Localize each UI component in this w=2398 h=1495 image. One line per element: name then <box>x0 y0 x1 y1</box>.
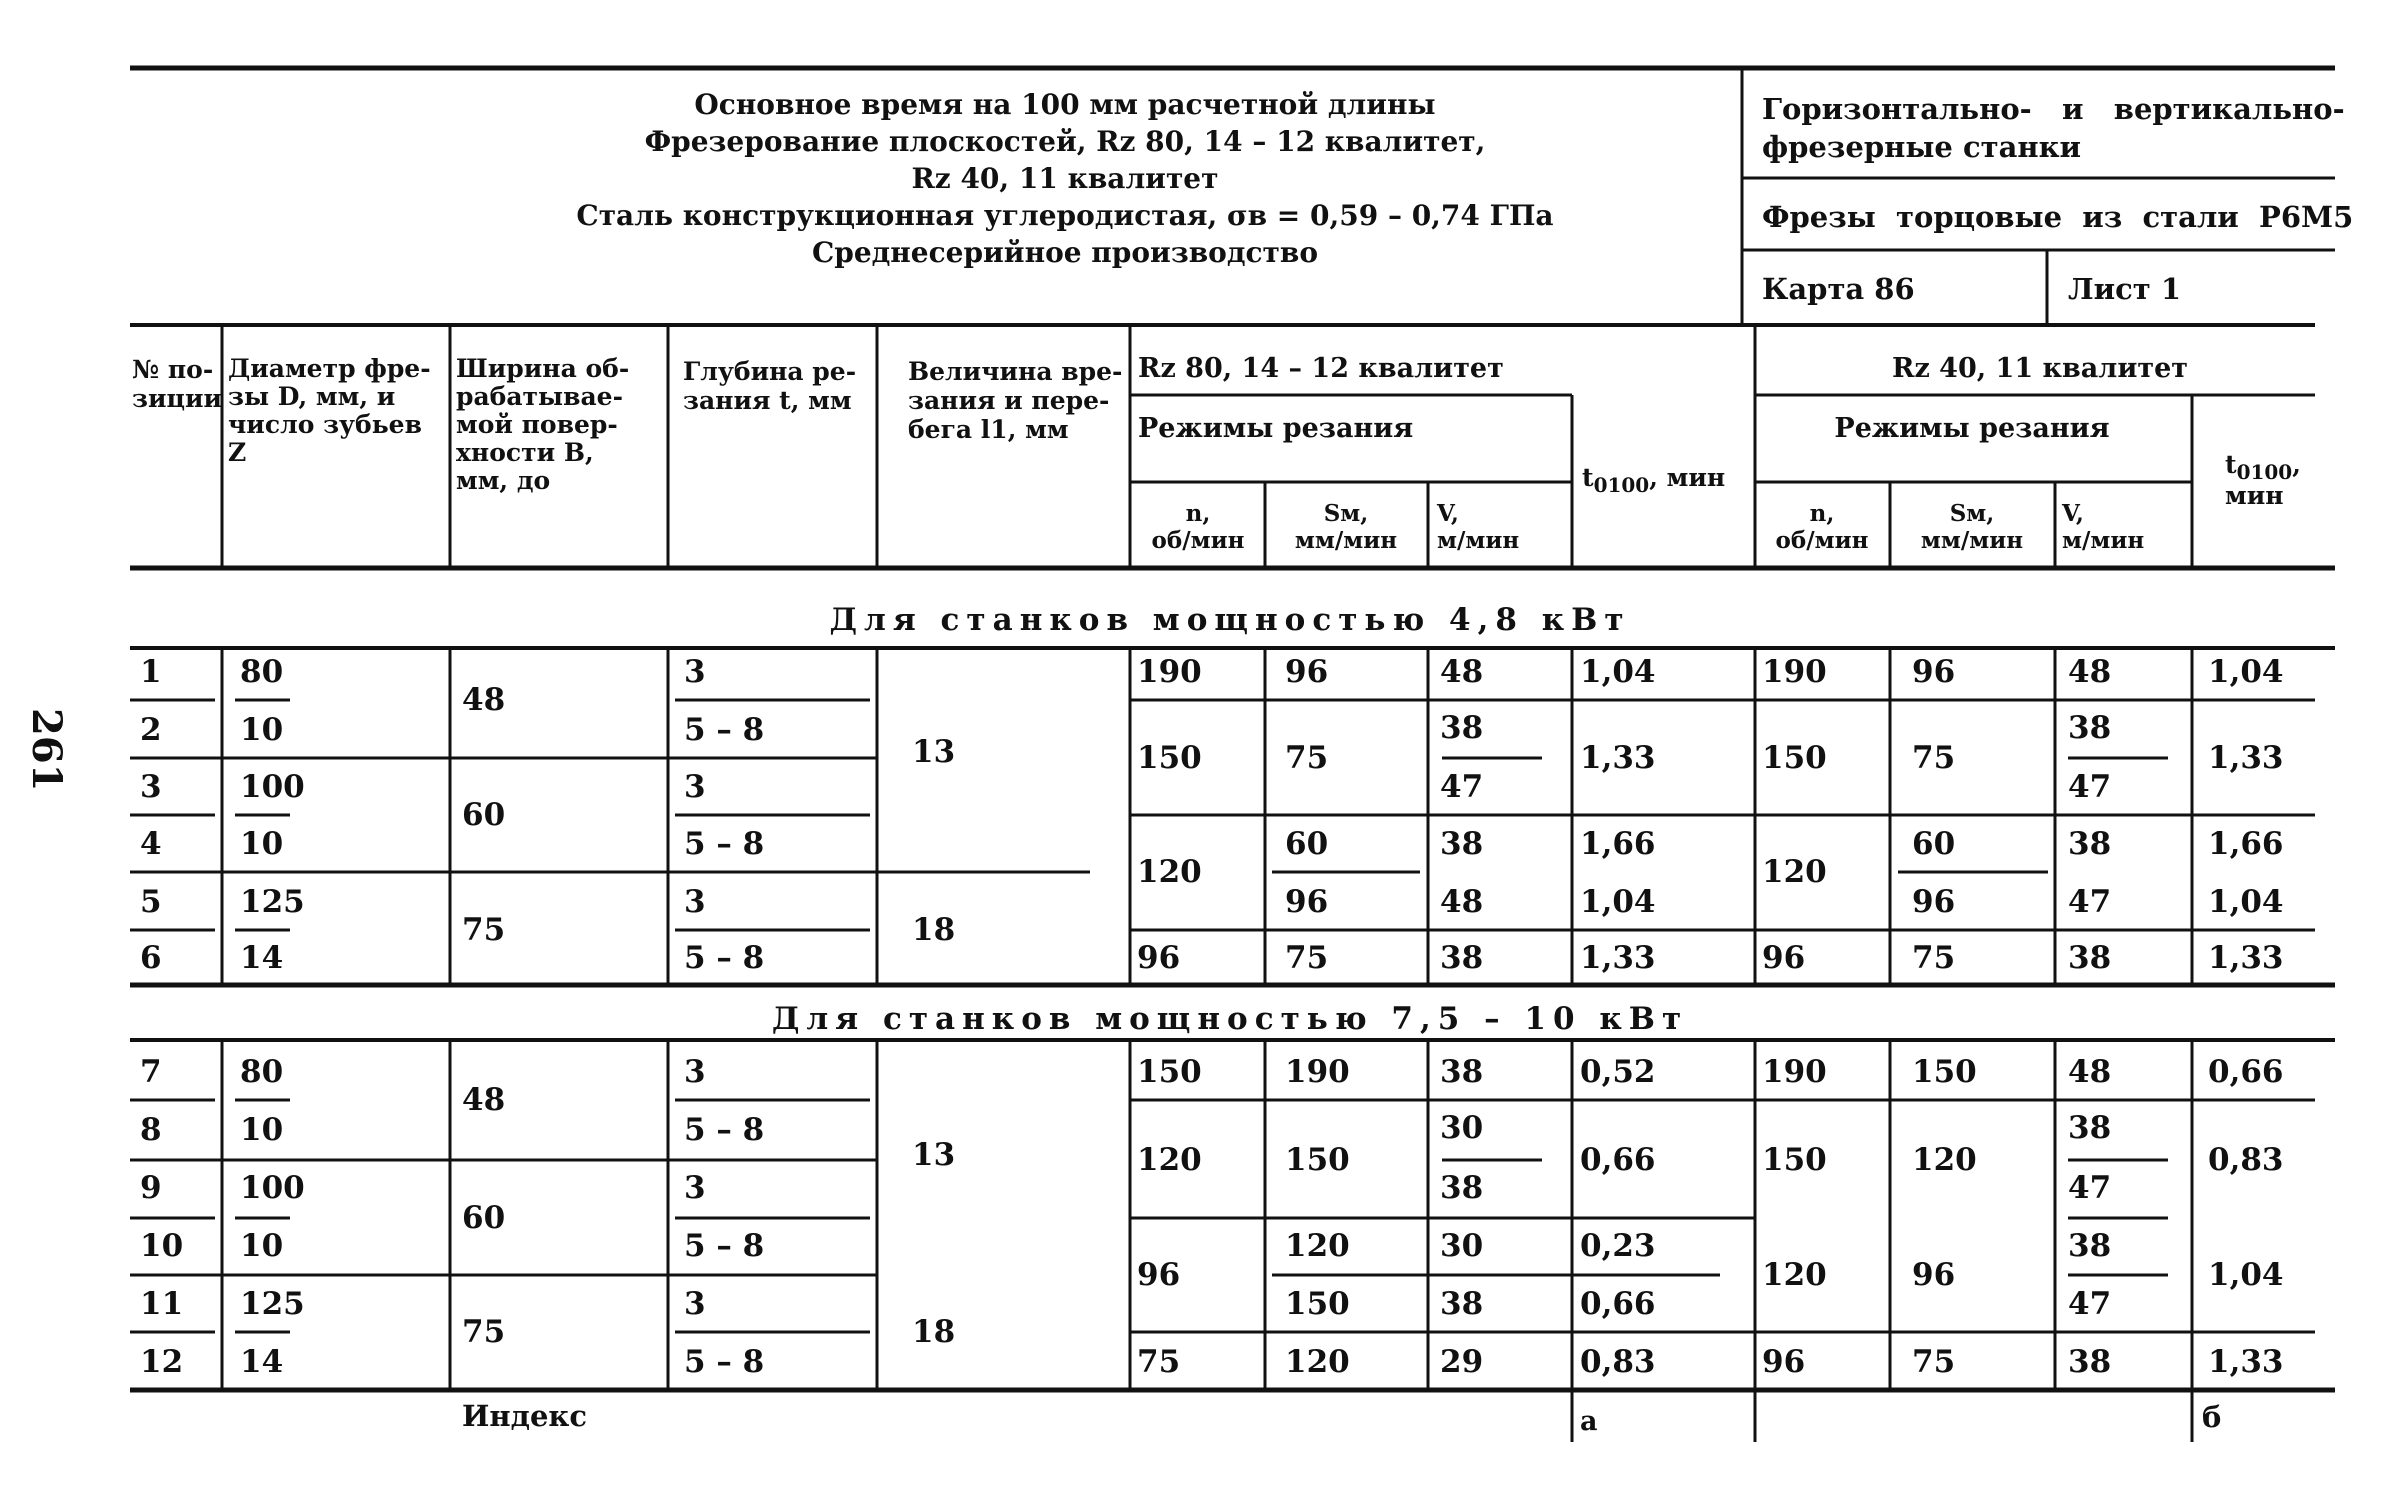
header-position <box>132 355 222 413</box>
position-cell: 12 <box>140 1344 184 1380</box>
rz40-n-cell: 150 <box>1762 1142 1827 1178</box>
infeed-cell: 18 <box>912 912 956 948</box>
depth-cell: 3 <box>684 769 706 805</box>
rz40-s-cell: 96 <box>1912 1257 1956 1293</box>
rz40-t0-cell: 1,33 <box>2208 940 2284 976</box>
header-diameter-line-3: число зубьев <box>228 410 422 439</box>
rz80-t0-cell: 1,33 <box>1580 940 1656 976</box>
rz40-s-cell: 75 <box>1912 740 1956 776</box>
header-width-line-5: мм, до <box>456 466 551 495</box>
header-width <box>456 355 629 495</box>
depth-cell: 3 <box>684 884 706 920</box>
header-v-rz40-line-1: V, <box>2062 500 2084 527</box>
rz80-s-cell: 60 <box>1285 826 1329 862</box>
width-cell: 75 <box>462 912 506 948</box>
header-t0-rz40-line-1: $t_{0100}$, <box>2225 450 2301 484</box>
header-n-rz80 <box>1152 500 1245 554</box>
title-line-5: Среднесерийное производство <box>811 236 1319 269</box>
rz40-v-cell: 38 <box>2068 710 2112 746</box>
rz40-n-cell: 120 <box>1762 1257 1827 1293</box>
position-cell: 11 <box>140 1286 184 1322</box>
infeed-cell: 18 <box>912 1314 956 1350</box>
rz40-v-cell: 47 <box>2068 884 2112 920</box>
position-cell: 10 <box>140 1228 184 1264</box>
rz40-n-cell: 190 <box>1762 654 1827 690</box>
rz80-t0-cell: 1,33 <box>1580 740 1656 776</box>
document-title <box>430 86 1700 271</box>
rz40-t0-cell: 1,04 <box>2208 1257 2284 1293</box>
header-infeed-line-2: зания и пере- <box>908 386 1110 415</box>
diameter-teeth-cell: 10 <box>240 826 284 862</box>
rz80-n-cell: 120 <box>1137 1142 1202 1178</box>
rz40-s-cell: 96 <box>1912 884 1956 920</box>
header-t0-rz40-subscript: 0100 <box>2236 460 2293 484</box>
rz80-n-cell: 150 <box>1137 1054 1202 1090</box>
width-cell: 75 <box>462 1314 506 1350</box>
group-rz80: Rz 80, 14 – 12 квалитет <box>1138 353 1504 384</box>
diameter-teeth-cell: 10 <box>240 712 284 748</box>
rz40-s-cell: 120 <box>1912 1142 1977 1178</box>
rz40-n-cell: 150 <box>1762 740 1827 776</box>
rz80-s-cell: 150 <box>1285 1142 1350 1178</box>
rz80-t0-cell: 0,23 <box>1580 1228 1656 1264</box>
position-cell: 8 <box>140 1112 162 1148</box>
rz40-t0-cell: 1,33 <box>2208 740 2284 776</box>
rz80-n-cell: 190 <box>1137 654 1202 690</box>
depth-cell: 5 – 8 <box>684 712 765 748</box>
rz40-v-cell: 48 <box>2068 1054 2112 1090</box>
rz40-t0-cell: 0,66 <box>2208 1054 2284 1090</box>
rz40-n-cell: 96 <box>1762 1344 1806 1380</box>
title-line-4: Сталь конструкционная углеродистая, σв = 0,59 – 0,74 ГПа <box>576 199 1554 232</box>
rz40-s-cell: 150 <box>1912 1054 1977 1090</box>
header-n-rz80-line-2: об/мин <box>1151 527 1245 554</box>
header-depth-line-1: Глубина ре- <box>683 357 857 386</box>
width-cell: 60 <box>462 1200 506 1236</box>
rz80-t0-cell: 1,04 <box>1580 654 1656 690</box>
diameter-teeth-cell: 80 <box>240 654 284 690</box>
header-width-line-1: Ширина об- <box>456 354 630 383</box>
position-cell: 2 <box>140 712 162 748</box>
rz40-t0-cell: 1,66 <box>2208 826 2284 862</box>
header-t0-rz80-subscript: 0100 <box>1593 473 1650 497</box>
rz80-v-cell: 38 <box>1440 826 1484 862</box>
rz80-v-cell: 30 <box>1440 1228 1484 1264</box>
rz40-n-cell: 190 <box>1762 1054 1827 1090</box>
header-diameter-line-2: зы D, мм, и <box>228 382 396 411</box>
header-t0-rz40 <box>2225 450 2301 511</box>
rz40-n-cell: 96 <box>1762 940 1806 976</box>
rz80-v-cell: 30 <box>1440 1110 1484 1146</box>
rz80-s-cell: 120 <box>1285 1228 1350 1264</box>
rz80-s-cell: 190 <box>1285 1054 1350 1090</box>
rz40-v-cell: 48 <box>2068 654 2112 690</box>
header-s-rz80-line-2: мм/мин <box>1294 527 1398 554</box>
diameter-teeth-cell: 10 <box>240 1228 284 1264</box>
width-cell: 48 <box>462 682 506 718</box>
rz80-s-cell: 96 <box>1285 654 1329 690</box>
infeed-cell: 13 <box>912 734 956 770</box>
title-line-2: Фрезерование плоскостей, Rz 80, 14 – 12 квалитет, <box>644 125 1486 158</box>
header-s-rz40-line-1: Sм, <box>1949 500 1995 527</box>
position-cell: 1 <box>140 654 162 690</box>
header-position-line-1: № по- <box>132 355 214 384</box>
depth-cell: 5 – 8 <box>684 826 765 862</box>
position-cell: 7 <box>140 1054 162 1090</box>
header-t0-rz40-unit: мин <box>2225 481 2284 510</box>
header-t0-rz80-unit: , мин <box>1649 463 1726 492</box>
rz80-s-cell: 75 <box>1285 940 1329 976</box>
rz80-n-cell: 75 <box>1137 1344 1181 1380</box>
depth-cell: 5 – 8 <box>684 1344 765 1380</box>
header-diameter-line-4: Z <box>228 438 247 467</box>
depth-cell: 5 – 8 <box>684 940 765 976</box>
position-cell: 3 <box>140 769 162 805</box>
section-title-4-8kw: Для станков мощностью 4,8 кВт <box>829 602 1631 638</box>
rz40-n-cell: 120 <box>1762 854 1827 890</box>
header-diameter-line-1: Диаметр фре- <box>228 354 431 383</box>
rz40-t0-cell: 0,83 <box>2208 1142 2284 1178</box>
rz80-t0-cell: 0,52 <box>1580 1054 1656 1090</box>
index-label: Индекс <box>462 1399 588 1433</box>
index-b: б <box>2202 1400 2222 1434</box>
rz80-v-cell: 38 <box>1440 1054 1484 1090</box>
rz80-v-cell: 47 <box>1440 769 1484 805</box>
rz80-t0-cell: 0,83 <box>1580 1344 1656 1380</box>
rz80-s-cell: 96 <box>1285 884 1329 920</box>
header-s-rz40-line-2: мм/мин <box>1920 527 2024 554</box>
infeed-cell: 13 <box>912 1137 956 1173</box>
rz80-v-cell: 38 <box>1440 940 1484 976</box>
header-infeed-line-3: бега l1, мм <box>908 415 1069 444</box>
card-number: Карта 86 <box>1762 272 1915 306</box>
rz80-v-cell: 29 <box>1440 1344 1484 1380</box>
title-line-3: Rz 40, 11 квалитет <box>911 162 1219 195</box>
rz40-s-cell: 75 <box>1912 940 1956 976</box>
page-number: 261 <box>23 708 70 792</box>
header-width-line-4: хности В, <box>456 438 594 467</box>
modes-rz40: Режимы резания <box>1834 413 2110 444</box>
diameter-teeth-cell: 125 <box>240 1286 305 1322</box>
depth-cell: 3 <box>684 1286 706 1322</box>
rz80-n-cell: 120 <box>1137 854 1202 890</box>
diameter-teeth-cell: 14 <box>240 940 284 976</box>
header-infeed-line-1: Величина вре- <box>908 357 1123 386</box>
modes-rz80: Режимы резания <box>1138 413 1414 444</box>
header-v-rz80-line-1: V, <box>1437 500 1459 527</box>
rz80-s-cell: 75 <box>1285 740 1329 776</box>
rz80-s-cell: 150 <box>1285 1286 1350 1322</box>
header-v-rz80-line-2: м/мин <box>1437 527 1520 554</box>
header-s-rz40 <box>1921 500 2023 554</box>
rz40-v-cell: 38 <box>2068 1228 2112 1264</box>
machines-label-2: фрезерные станки <box>1762 130 2082 164</box>
diameter-teeth-cell: 125 <box>240 884 305 920</box>
header-v-rz80 <box>1437 500 1519 554</box>
header-t0-rz80 <box>1582 463 1726 497</box>
rz40-v-cell: 38 <box>2068 940 2112 976</box>
depth-cell: 5 – 8 <box>684 1112 765 1148</box>
rz40-s-cell: 75 <box>1912 1344 1956 1380</box>
depth-cell: 3 <box>684 1054 706 1090</box>
width-cell: 48 <box>462 1082 506 1118</box>
header-position-line-2: зиции <box>132 384 223 413</box>
depth-cell: 3 <box>684 1170 706 1206</box>
width-cell: 60 <box>462 797 506 833</box>
header-t0-rz80-symbol: t <box>1582 463 1594 492</box>
index-a: а <box>1580 1406 1598 1437</box>
rz80-v-cell: 38 <box>1440 1286 1484 1322</box>
diameter-teeth-cell: 14 <box>240 1344 284 1380</box>
rz40-v-cell: 47 <box>2068 1170 2112 1206</box>
header-t0-rz40-symbol: t <box>2225 450 2237 479</box>
rz80-v-cell: 38 <box>1440 710 1484 746</box>
header-n-rz80-line-1: n, <box>1185 500 1211 527</box>
header-s-rz80-line-1: Sм, <box>1323 500 1369 527</box>
header-n-rz40-line-1: n, <box>1809 500 1835 527</box>
rz40-v-cell: 38 <box>2068 1344 2112 1380</box>
position-cell: 6 <box>140 940 162 976</box>
position-cell: 5 <box>140 884 162 920</box>
depth-cell: 5 – 8 <box>684 1228 765 1264</box>
header-n-rz40 <box>1776 500 1869 554</box>
rz80-v-cell: 38 <box>1440 1170 1484 1206</box>
position-cell: 9 <box>140 1170 162 1206</box>
rz80-t0-cell: 0,66 <box>1580 1286 1656 1322</box>
diameter-teeth-cell: 100 <box>240 769 305 805</box>
header-width-line-2: рабатывае- <box>456 382 623 411</box>
machines-label: Горизонтально- и вертикально- <box>1762 92 2345 126</box>
rz40-s-cell: 96 <box>1912 654 1956 690</box>
header-depth-line-2: зания t, мм <box>683 386 852 415</box>
rz40-v-cell: 38 <box>2068 826 2112 862</box>
position-cell: 4 <box>140 826 162 862</box>
rz40-t0-cell: 1,33 <box>2208 1344 2284 1380</box>
rz80-n-cell: 96 <box>1137 940 1181 976</box>
header-infeed <box>908 357 1122 444</box>
title-line-1: Основное время на 100 мм расчетной длины <box>694 88 1436 121</box>
rz80-t0-cell: 1,04 <box>1580 884 1656 920</box>
depth-cell: 3 <box>684 654 706 690</box>
rz40-t0-cell: 1,04 <box>2208 884 2284 920</box>
rz80-s-cell: 120 <box>1285 1344 1350 1380</box>
rz80-v-cell: 48 <box>1440 654 1484 690</box>
sheet-number: Лист 1 <box>2068 272 2182 306</box>
rz40-v-cell: 47 <box>2068 769 2112 805</box>
rz40-v-cell: 38 <box>2068 1110 2112 1146</box>
cutters-label: Фрезы торцовые из стали Р6М5 <box>1762 200 2354 234</box>
rz80-v-cell: 48 <box>1440 884 1484 920</box>
header-width-line-3: мой повер- <box>456 410 618 439</box>
header-v-rz40 <box>2062 500 2144 554</box>
header-n-rz40-line-2: об/мин <box>1775 527 1869 554</box>
rz40-v-cell: 47 <box>2068 1286 2112 1322</box>
header-s-rz80 <box>1295 500 1397 554</box>
rz80-n-cell: 150 <box>1137 740 1202 776</box>
rz80-n-cell: 96 <box>1137 1257 1181 1293</box>
rz40-t0-cell: 1,04 <box>2208 654 2284 690</box>
diameter-teeth-cell: 10 <box>240 1112 284 1148</box>
rz80-t0-cell: 0,66 <box>1580 1142 1656 1178</box>
header-depth <box>683 357 856 415</box>
header-v-rz40-line-2: м/мин <box>2062 527 2145 554</box>
section-title-7-5-10kw: Для станков мощностью 7,5 – 10 кВт <box>771 1001 1689 1037</box>
rz40-s-cell: 60 <box>1912 826 1956 862</box>
diameter-teeth-cell: 100 <box>240 1170 305 1206</box>
header-diameter <box>228 355 431 467</box>
diameter-teeth-cell: 80 <box>240 1054 284 1090</box>
rz80-t0-cell: 1,66 <box>1580 826 1656 862</box>
group-rz40: Rz 40, 11 квалитет <box>1892 353 2188 384</box>
